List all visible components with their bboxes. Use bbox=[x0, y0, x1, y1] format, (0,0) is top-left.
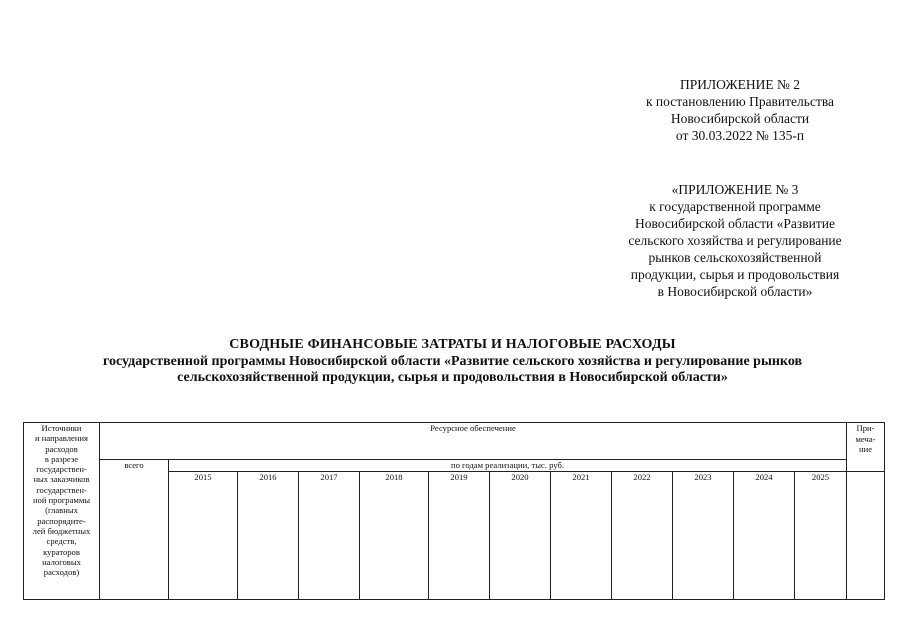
source-header-line: лей бюджетных bbox=[32, 525, 91, 536]
note-column-cell bbox=[847, 471, 885, 599]
source-header-line: кураторов bbox=[43, 546, 80, 557]
appendix-3-line: в Новосибирской области» bbox=[657, 284, 813, 299]
title-line-3: сельскохозяйственной продукции, сырья и продовольствия в Новосибирской области» bbox=[177, 370, 728, 385]
year-2021-cell: 2021 bbox=[551, 471, 612, 599]
source-header-cell bbox=[24, 423, 100, 600]
financial-costs-table bbox=[23, 422, 885, 600]
appendix-3-line: Новосибирской области «Развитие bbox=[635, 216, 835, 231]
year-2018-cell: 2018 bbox=[360, 471, 429, 599]
document-title bbox=[40, 337, 865, 387]
year-2017-cell: 2017 bbox=[299, 471, 360, 599]
year-2024-cell: 2024 bbox=[734, 471, 795, 599]
by-years-header-cell: по годам реализации, тыс. руб. bbox=[169, 460, 847, 472]
source-header-line: (главных bbox=[45, 505, 78, 516]
appendix-2-line: Новосибирской области bbox=[670, 111, 810, 126]
year-2016-cell: 2016 bbox=[238, 471, 299, 599]
source-header-line: средств, bbox=[46, 536, 77, 547]
source-header-line: Источники bbox=[41, 423, 82, 433]
resource-header-cell: Ресурсное обеспечение bbox=[100, 423, 847, 460]
appendix-2-line: к постановлению Правительства bbox=[645, 94, 835, 109]
year-2019-cell: 2019 bbox=[429, 471, 490, 599]
note-header-line: меча- bbox=[855, 433, 876, 444]
year-2015-cell: 2015 bbox=[169, 471, 238, 599]
appendix-3-line: сельского хозяйства и регулирование bbox=[628, 233, 842, 248]
source-header-line: распорядите- bbox=[37, 515, 86, 526]
appendix-3-header bbox=[600, 181, 870, 300]
note-header-line: ние bbox=[859, 444, 873, 455]
source-header-line: ной программы bbox=[32, 495, 91, 506]
year-2023-cell: 2023 bbox=[673, 471, 734, 599]
source-header-line: и направления bbox=[35, 433, 88, 444]
year-2025-cell: 2025 bbox=[795, 471, 847, 599]
year-2020-cell: 2020 bbox=[490, 471, 551, 599]
year-2022-cell: 2022 bbox=[612, 471, 673, 599]
appendix-2-line: ПРИЛОЖЕНИЕ № 2 bbox=[679, 77, 801, 92]
appendix-3-line: продукции, сырья и продовольствия bbox=[630, 267, 840, 282]
source-header-line: в разрезе bbox=[44, 453, 79, 464]
appendix-3-line: «ПРИЛОЖЕНИЕ № 3 bbox=[671, 182, 799, 197]
source-header-line: государствен- bbox=[36, 484, 87, 495]
note-header-cell bbox=[847, 423, 885, 472]
title-line-2: государственной программы Новосибирской области «Развитие сельского хозяйства и регулирование рынков bbox=[102, 353, 803, 369]
appendix-3-line: рынков сельскохозяйственной bbox=[648, 250, 822, 265]
appendix-2-header bbox=[595, 76, 885, 144]
source-header-line: ных заказчиков bbox=[33, 474, 90, 485]
source-header-line: налоговых bbox=[42, 556, 81, 567]
appendix-3-line: к государственной программе bbox=[649, 199, 821, 214]
title-line-1: СВОДНЫЕ ФИНАНСОВЫЕ ЗАТРАТЫ И НАЛОГОВЫЕ РАСХОДЫ bbox=[229, 337, 676, 352]
note-header-line: При- bbox=[856, 423, 875, 433]
source-header-line: расходов bbox=[45, 443, 78, 454]
source-header-line: расходов) bbox=[43, 567, 80, 578]
total-header-cell: всего bbox=[100, 460, 169, 600]
appendix-2-line: от 30.03.2022 № 135-п bbox=[675, 128, 805, 143]
source-header-line: государствен- bbox=[36, 464, 87, 475]
